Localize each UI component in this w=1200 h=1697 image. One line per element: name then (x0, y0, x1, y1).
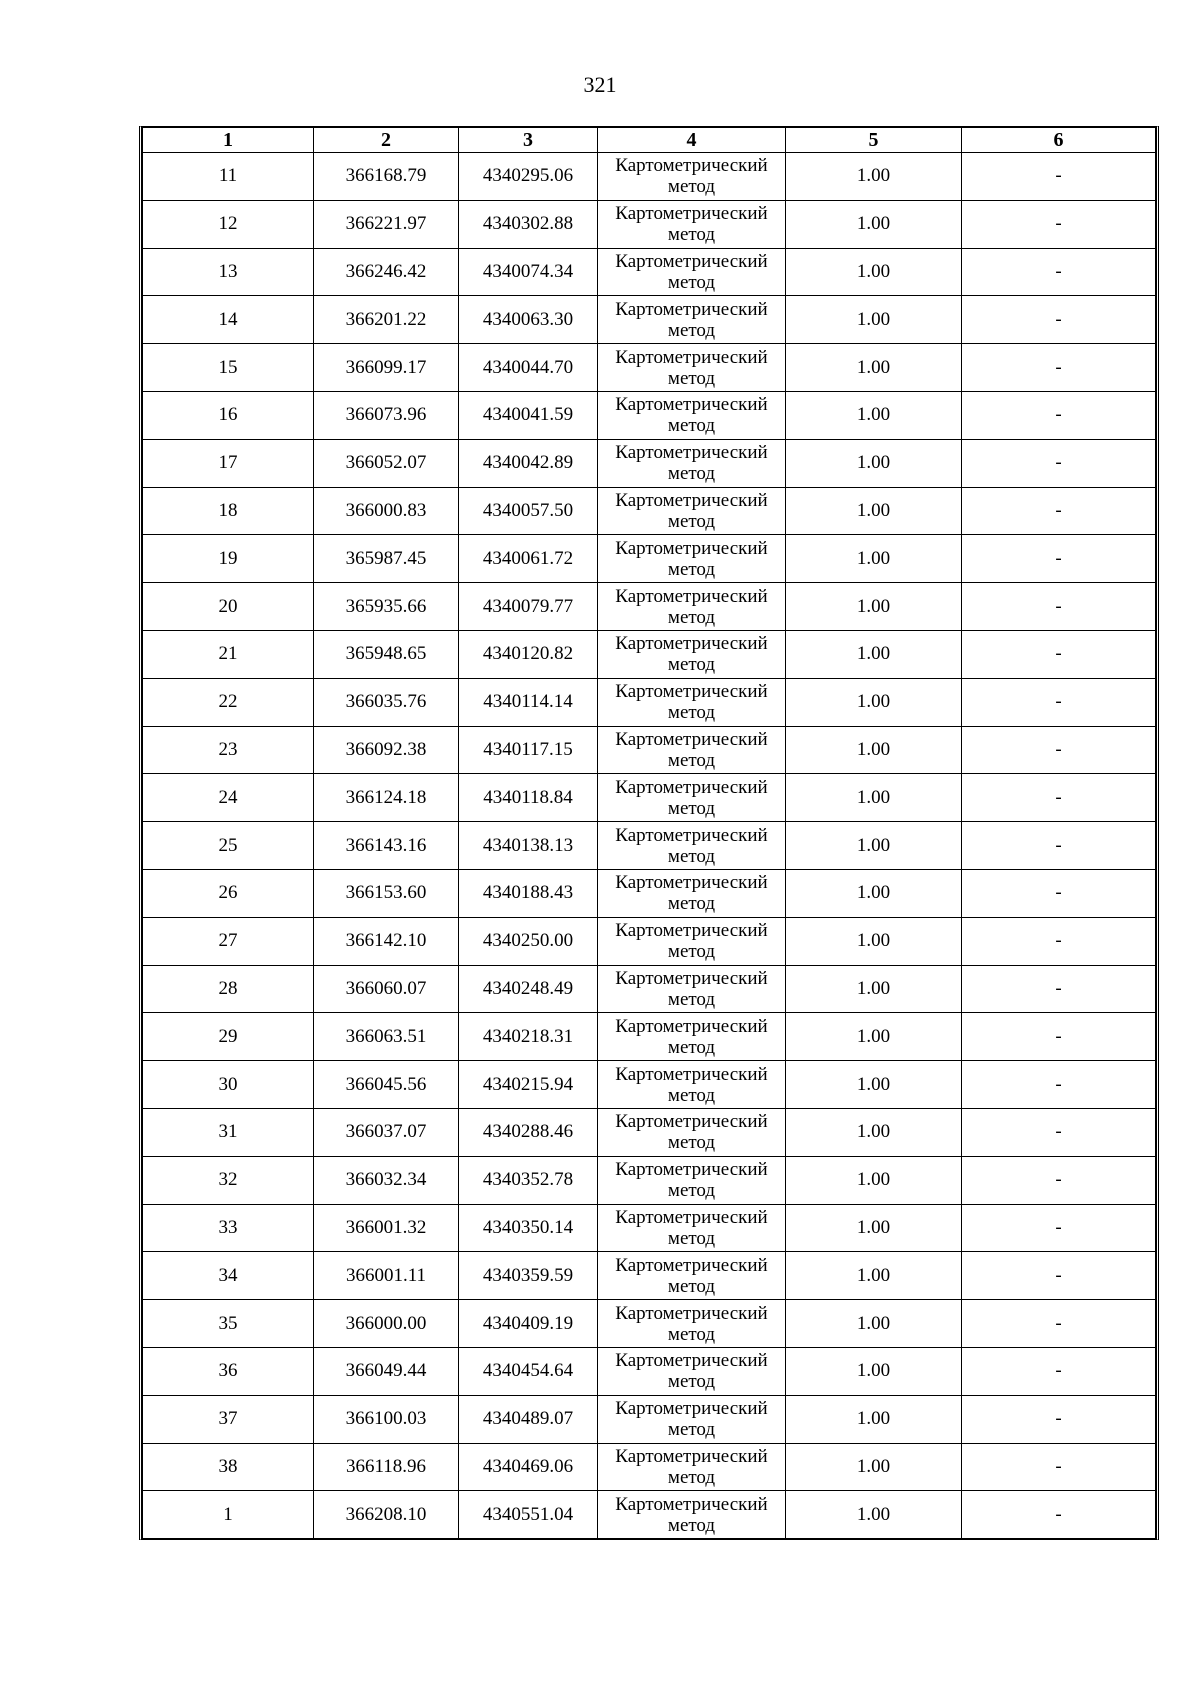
point-number-cell: 13 (143, 248, 314, 296)
note-cell: - (962, 535, 1156, 583)
method-line-1: Картометрический (615, 489, 768, 511)
method-cell (598, 1108, 786, 1156)
header-cell-point-number: 1 (143, 128, 314, 153)
note-cell: - (962, 822, 1156, 870)
accuracy-cell: 1.00 (786, 917, 962, 965)
method-line-1: Картометрический (615, 967, 768, 989)
header-cell-note: 6 (962, 128, 1156, 153)
y-coordinate-cell: 4340042.89 (459, 439, 598, 487)
y-coordinate-cell: 4340352.78 (459, 1156, 598, 1204)
method-line-1: Картометрический (615, 394, 768, 416)
point-number-cell: 30 (143, 1061, 314, 1109)
point-number-cell: 25 (143, 822, 314, 870)
accuracy-cell: 1.00 (786, 822, 962, 870)
table-row (143, 1491, 1156, 1539)
y-coordinate-cell: 4340350.14 (459, 1204, 598, 1252)
coordinates-table-frame (139, 126, 1159, 1540)
method-line-2: метод (667, 606, 716, 628)
method-cell (598, 1491, 786, 1539)
note-cell: - (962, 487, 1156, 535)
method-cell (598, 774, 786, 822)
note-cell: - (962, 1156, 1156, 1204)
method-cell (598, 391, 786, 439)
method-line-1: Картометрический (615, 1111, 768, 1133)
method-line-1: Картометрический (615, 1159, 768, 1181)
point-number-cell: 26 (143, 869, 314, 917)
accuracy-cell: 1.00 (786, 1252, 962, 1300)
y-coordinate-cell: 4340215.94 (459, 1061, 598, 1109)
method-cell (598, 1204, 786, 1252)
method-line-2: метод (667, 845, 716, 867)
table-row (143, 200, 1156, 248)
point-number-cell: 27 (143, 917, 314, 965)
method-cell (598, 248, 786, 296)
y-coordinate-cell: 4340118.84 (459, 774, 598, 822)
y-coordinate-cell: 4340218.31 (459, 1013, 598, 1061)
x-coordinate-cell: 366001.32 (314, 1204, 459, 1252)
table-row (143, 248, 1156, 296)
method-line-1: Картометрический (615, 824, 768, 846)
x-coordinate-cell: 366000.00 (314, 1300, 459, 1348)
method-line-1: Картометрический (615, 633, 768, 655)
x-coordinate-cell: 365948.65 (314, 630, 459, 678)
y-coordinate-cell: 4340079.77 (459, 583, 598, 631)
accuracy-cell: 1.00 (786, 153, 962, 201)
point-number-cell: 12 (143, 200, 314, 248)
method-cell (598, 535, 786, 583)
method-line-1: Картометрический (615, 537, 768, 559)
note-cell: - (962, 726, 1156, 774)
table-row (143, 869, 1156, 917)
note-cell: - (962, 1108, 1156, 1156)
header-cell-x-coordinate: 2 (314, 128, 459, 153)
method-line-2: метод (667, 558, 716, 580)
table-row (143, 1061, 1156, 1109)
method-line-2: метод (667, 319, 716, 341)
accuracy-cell: 1.00 (786, 248, 962, 296)
accuracy-cell: 1.00 (786, 1108, 962, 1156)
note-cell: - (962, 248, 1156, 296)
accuracy-cell: 1.00 (786, 439, 962, 487)
table-row (143, 630, 1156, 678)
x-coordinate-cell: 366035.76 (314, 678, 459, 726)
method-line-2: метод (667, 1419, 716, 1441)
accuracy-cell: 1.00 (786, 1395, 962, 1443)
note-cell: - (962, 1443, 1156, 1491)
method-line-2: метод (667, 271, 716, 293)
table-row (143, 535, 1156, 583)
y-coordinate-cell: 4340469.06 (459, 1443, 598, 1491)
accuracy-cell: 1.00 (786, 535, 962, 583)
method-cell (598, 1156, 786, 1204)
y-coordinate-cell: 4340288.46 (459, 1108, 598, 1156)
method-line-2: метод (667, 1323, 716, 1345)
accuracy-cell: 1.00 (786, 296, 962, 344)
method-line-2: метод (667, 367, 716, 389)
method-cell (598, 726, 786, 774)
table-row (143, 822, 1156, 870)
method-line-1: Картометрический (615, 1445, 768, 1467)
method-cell (598, 1252, 786, 1300)
accuracy-cell: 1.00 (786, 869, 962, 917)
method-line-1: Картометрический (615, 1254, 768, 1276)
point-number-cell: 37 (143, 1395, 314, 1443)
header-row (143, 128, 1156, 153)
table-row (143, 1108, 1156, 1156)
point-number-cell: 34 (143, 1252, 314, 1300)
y-coordinate-cell: 4340074.34 (459, 248, 598, 296)
method-line-2: метод (667, 415, 716, 437)
method-line-1: Картометрический (615, 203, 768, 225)
method-line-2: метод (667, 1036, 716, 1058)
note-cell: - (962, 439, 1156, 487)
method-line-1: Картометрический (615, 250, 768, 272)
table-row (143, 487, 1156, 535)
accuracy-cell: 1.00 (786, 391, 962, 439)
method-line-1: Картометрический (615, 681, 768, 703)
method-cell (598, 869, 786, 917)
method-line-2: метод (667, 1132, 716, 1154)
point-number-cell: 24 (143, 774, 314, 822)
x-coordinate-cell: 366037.07 (314, 1108, 459, 1156)
method-line-2: метод (667, 1371, 716, 1393)
accuracy-cell: 1.00 (786, 1156, 962, 1204)
y-coordinate-cell: 4340120.82 (459, 630, 598, 678)
x-coordinate-cell: 366208.10 (314, 1491, 459, 1539)
accuracy-cell: 1.00 (786, 344, 962, 392)
method-line-2: метод (667, 224, 716, 246)
method-line-2: метод (667, 988, 716, 1010)
x-coordinate-cell: 366092.38 (314, 726, 459, 774)
method-cell (598, 822, 786, 870)
note-cell: - (962, 869, 1156, 917)
x-coordinate-cell: 366124.18 (314, 774, 459, 822)
y-coordinate-cell: 4340188.43 (459, 869, 598, 917)
note-cell: - (962, 630, 1156, 678)
y-coordinate-cell: 4340250.00 (459, 917, 598, 965)
note-cell: - (962, 1013, 1156, 1061)
note-cell: - (962, 200, 1156, 248)
accuracy-cell: 1.00 (786, 1491, 962, 1539)
point-number-cell: 29 (143, 1013, 314, 1061)
method-line-2: метод (667, 463, 716, 485)
accuracy-cell: 1.00 (786, 774, 962, 822)
note-cell: - (962, 965, 1156, 1013)
accuracy-cell: 1.00 (786, 487, 962, 535)
y-coordinate-cell: 4340063.30 (459, 296, 598, 344)
header-cell-method: 4 (598, 128, 786, 153)
table-row (143, 1013, 1156, 1061)
point-number-cell: 14 (143, 296, 314, 344)
table-row (143, 1204, 1156, 1252)
method-line-1: Картометрический (615, 1063, 768, 1085)
table-row (143, 1347, 1156, 1395)
method-line-1: Картометрический (615, 728, 768, 750)
table-row (143, 391, 1156, 439)
method-line-1: Картометрический (615, 1206, 768, 1228)
x-coordinate-cell: 366143.16 (314, 822, 459, 870)
method-line-2: метод (667, 893, 716, 915)
accuracy-cell: 1.00 (786, 630, 962, 678)
table-row (143, 1300, 1156, 1348)
header-cell-y-coordinate: 3 (459, 128, 598, 153)
y-coordinate-cell: 4340359.59 (459, 1252, 598, 1300)
table-row (143, 678, 1156, 726)
method-line-1: Картометрический (615, 920, 768, 942)
accuracy-cell: 1.00 (786, 1347, 962, 1395)
table-row (143, 439, 1156, 487)
x-coordinate-cell: 366060.07 (314, 965, 459, 1013)
method-line-1: Картометрический (615, 155, 768, 177)
note-cell: - (962, 153, 1156, 201)
method-line-1: Картометрический (615, 346, 768, 368)
x-coordinate-cell: 366052.07 (314, 439, 459, 487)
note-cell: - (962, 1491, 1156, 1539)
x-coordinate-cell: 366201.22 (314, 296, 459, 344)
note-cell: - (962, 296, 1156, 344)
method-line-1: Картометрический (615, 298, 768, 320)
accuracy-cell: 1.00 (786, 1443, 962, 1491)
x-coordinate-cell: 366246.42 (314, 248, 459, 296)
note-cell: - (962, 1300, 1156, 1348)
note-cell: - (962, 583, 1156, 631)
x-coordinate-cell: 365987.45 (314, 535, 459, 583)
x-coordinate-cell: 366000.83 (314, 487, 459, 535)
point-number-cell: 16 (143, 391, 314, 439)
point-number-cell: 17 (143, 439, 314, 487)
x-coordinate-cell: 366100.03 (314, 1395, 459, 1443)
y-coordinate-cell: 4340061.72 (459, 535, 598, 583)
note-cell: - (962, 917, 1156, 965)
method-cell (598, 439, 786, 487)
method-line-2: метод (667, 510, 716, 532)
method-line-2: метод (667, 1466, 716, 1488)
method-line-1: Картометрический (615, 442, 768, 464)
page-number: 321 (583, 72, 617, 97)
x-coordinate-cell: 366153.60 (314, 869, 459, 917)
coordinates-table (142, 127, 1156, 1539)
point-number-cell: 35 (143, 1300, 314, 1348)
header-cell-accuracy: 5 (786, 128, 962, 153)
method-line-1: Картометрический (615, 1493, 768, 1515)
method-line-2: метод (667, 176, 716, 198)
y-coordinate-cell: 4340044.70 (459, 344, 598, 392)
accuracy-cell: 1.00 (786, 200, 962, 248)
method-cell (598, 630, 786, 678)
point-number-cell: 33 (143, 1204, 314, 1252)
y-coordinate-cell: 4340302.88 (459, 200, 598, 248)
point-number-cell: 31 (143, 1108, 314, 1156)
x-coordinate-cell: 366032.34 (314, 1156, 459, 1204)
accuracy-cell: 1.00 (786, 1061, 962, 1109)
table-row (143, 344, 1156, 392)
method-line-1: Картометрический (615, 1350, 768, 1372)
note-cell: - (962, 1204, 1156, 1252)
x-coordinate-cell: 366168.79 (314, 153, 459, 201)
y-coordinate-cell: 4340041.59 (459, 391, 598, 439)
method-line-1: Картометрический (615, 1398, 768, 1420)
method-cell (598, 678, 786, 726)
method-line-2: метод (667, 1275, 716, 1297)
x-coordinate-cell: 366221.97 (314, 200, 459, 248)
accuracy-cell: 1.00 (786, 678, 962, 726)
method-line-1: Картометрический (615, 776, 768, 798)
method-cell (598, 296, 786, 344)
method-cell (598, 1347, 786, 1395)
x-coordinate-cell: 366049.44 (314, 1347, 459, 1395)
method-cell (598, 344, 786, 392)
y-coordinate-cell: 4340409.19 (459, 1300, 598, 1348)
method-cell (598, 1443, 786, 1491)
point-number-cell: 38 (143, 1443, 314, 1491)
accuracy-cell: 1.00 (786, 583, 962, 631)
method-line-2: метод (667, 1084, 716, 1106)
method-cell (598, 1395, 786, 1443)
x-coordinate-cell: 366142.10 (314, 917, 459, 965)
y-coordinate-cell: 4340138.13 (459, 822, 598, 870)
method-cell (598, 200, 786, 248)
method-line-2: метод (667, 749, 716, 771)
method-line-1: Картометрический (615, 872, 768, 894)
method-cell (598, 487, 786, 535)
method-cell (598, 965, 786, 1013)
point-number-cell: 28 (143, 965, 314, 1013)
method-line-2: метод (667, 941, 716, 963)
point-number-cell: 22 (143, 678, 314, 726)
y-coordinate-cell: 4340114.14 (459, 678, 598, 726)
y-coordinate-cell: 4340057.50 (459, 487, 598, 535)
note-cell: - (962, 1395, 1156, 1443)
method-line-2: метод (667, 1180, 716, 1202)
table-body (143, 153, 1156, 1539)
method-cell (598, 917, 786, 965)
point-number-cell: 23 (143, 726, 314, 774)
note-cell: - (962, 678, 1156, 726)
point-number-cell: 15 (143, 344, 314, 392)
table-row (143, 965, 1156, 1013)
x-coordinate-cell: 366118.96 (314, 1443, 459, 1491)
note-cell: - (962, 344, 1156, 392)
method-cell (598, 1300, 786, 1348)
accuracy-cell: 1.00 (786, 1204, 962, 1252)
method-line-2: метод (667, 702, 716, 724)
accuracy-cell: 1.00 (786, 1300, 962, 1348)
table-row (143, 1443, 1156, 1491)
table-row (143, 774, 1156, 822)
table-row (143, 153, 1156, 201)
method-line-2: метод (667, 797, 716, 819)
method-line-2: метод (667, 1227, 716, 1249)
x-coordinate-cell: 366045.56 (314, 1061, 459, 1109)
x-coordinate-cell: 365935.66 (314, 583, 459, 631)
accuracy-cell: 1.00 (786, 1013, 962, 1061)
accuracy-cell: 1.00 (786, 726, 962, 774)
y-coordinate-cell: 4340454.64 (459, 1347, 598, 1395)
table-row (143, 1252, 1156, 1300)
method-line-2: метод (667, 654, 716, 676)
x-coordinate-cell: 366099.17 (314, 344, 459, 392)
accuracy-cell: 1.00 (786, 965, 962, 1013)
y-coordinate-cell: 4340489.07 (459, 1395, 598, 1443)
y-coordinate-cell: 4340248.49 (459, 965, 598, 1013)
point-number-cell: 21 (143, 630, 314, 678)
point-number-cell: 1 (143, 1491, 314, 1539)
table-row (143, 726, 1156, 774)
x-coordinate-cell: 366001.11 (314, 1252, 459, 1300)
method-cell (598, 153, 786, 201)
x-coordinate-cell: 366073.96 (314, 391, 459, 439)
x-coordinate-cell: 366063.51 (314, 1013, 459, 1061)
point-number-cell: 18 (143, 487, 314, 535)
method-cell (598, 583, 786, 631)
table-row (143, 583, 1156, 631)
point-number-cell: 19 (143, 535, 314, 583)
method-line-2: метод (667, 1514, 716, 1536)
method-cell (598, 1061, 786, 1109)
note-cell: - (962, 391, 1156, 439)
table-row (143, 1395, 1156, 1443)
table-row (143, 296, 1156, 344)
point-number-cell: 20 (143, 583, 314, 631)
method-line-1: Картометрический (615, 1302, 768, 1324)
note-cell: - (962, 774, 1156, 822)
point-number-cell: 11 (143, 153, 314, 201)
point-number-cell: 32 (143, 1156, 314, 1204)
method-line-1: Картометрический (615, 1015, 768, 1037)
note-cell: - (962, 1061, 1156, 1109)
y-coordinate-cell: 4340551.04 (459, 1491, 598, 1539)
table-row (143, 1156, 1156, 1204)
note-cell: - (962, 1252, 1156, 1300)
method-line-1: Картометрический (615, 585, 768, 607)
table-row (143, 917, 1156, 965)
point-number-cell: 36 (143, 1347, 314, 1395)
method-cell (598, 1013, 786, 1061)
note-cell: - (962, 1347, 1156, 1395)
y-coordinate-cell: 4340295.06 (459, 153, 598, 201)
y-coordinate-cell: 4340117.15 (459, 726, 598, 774)
